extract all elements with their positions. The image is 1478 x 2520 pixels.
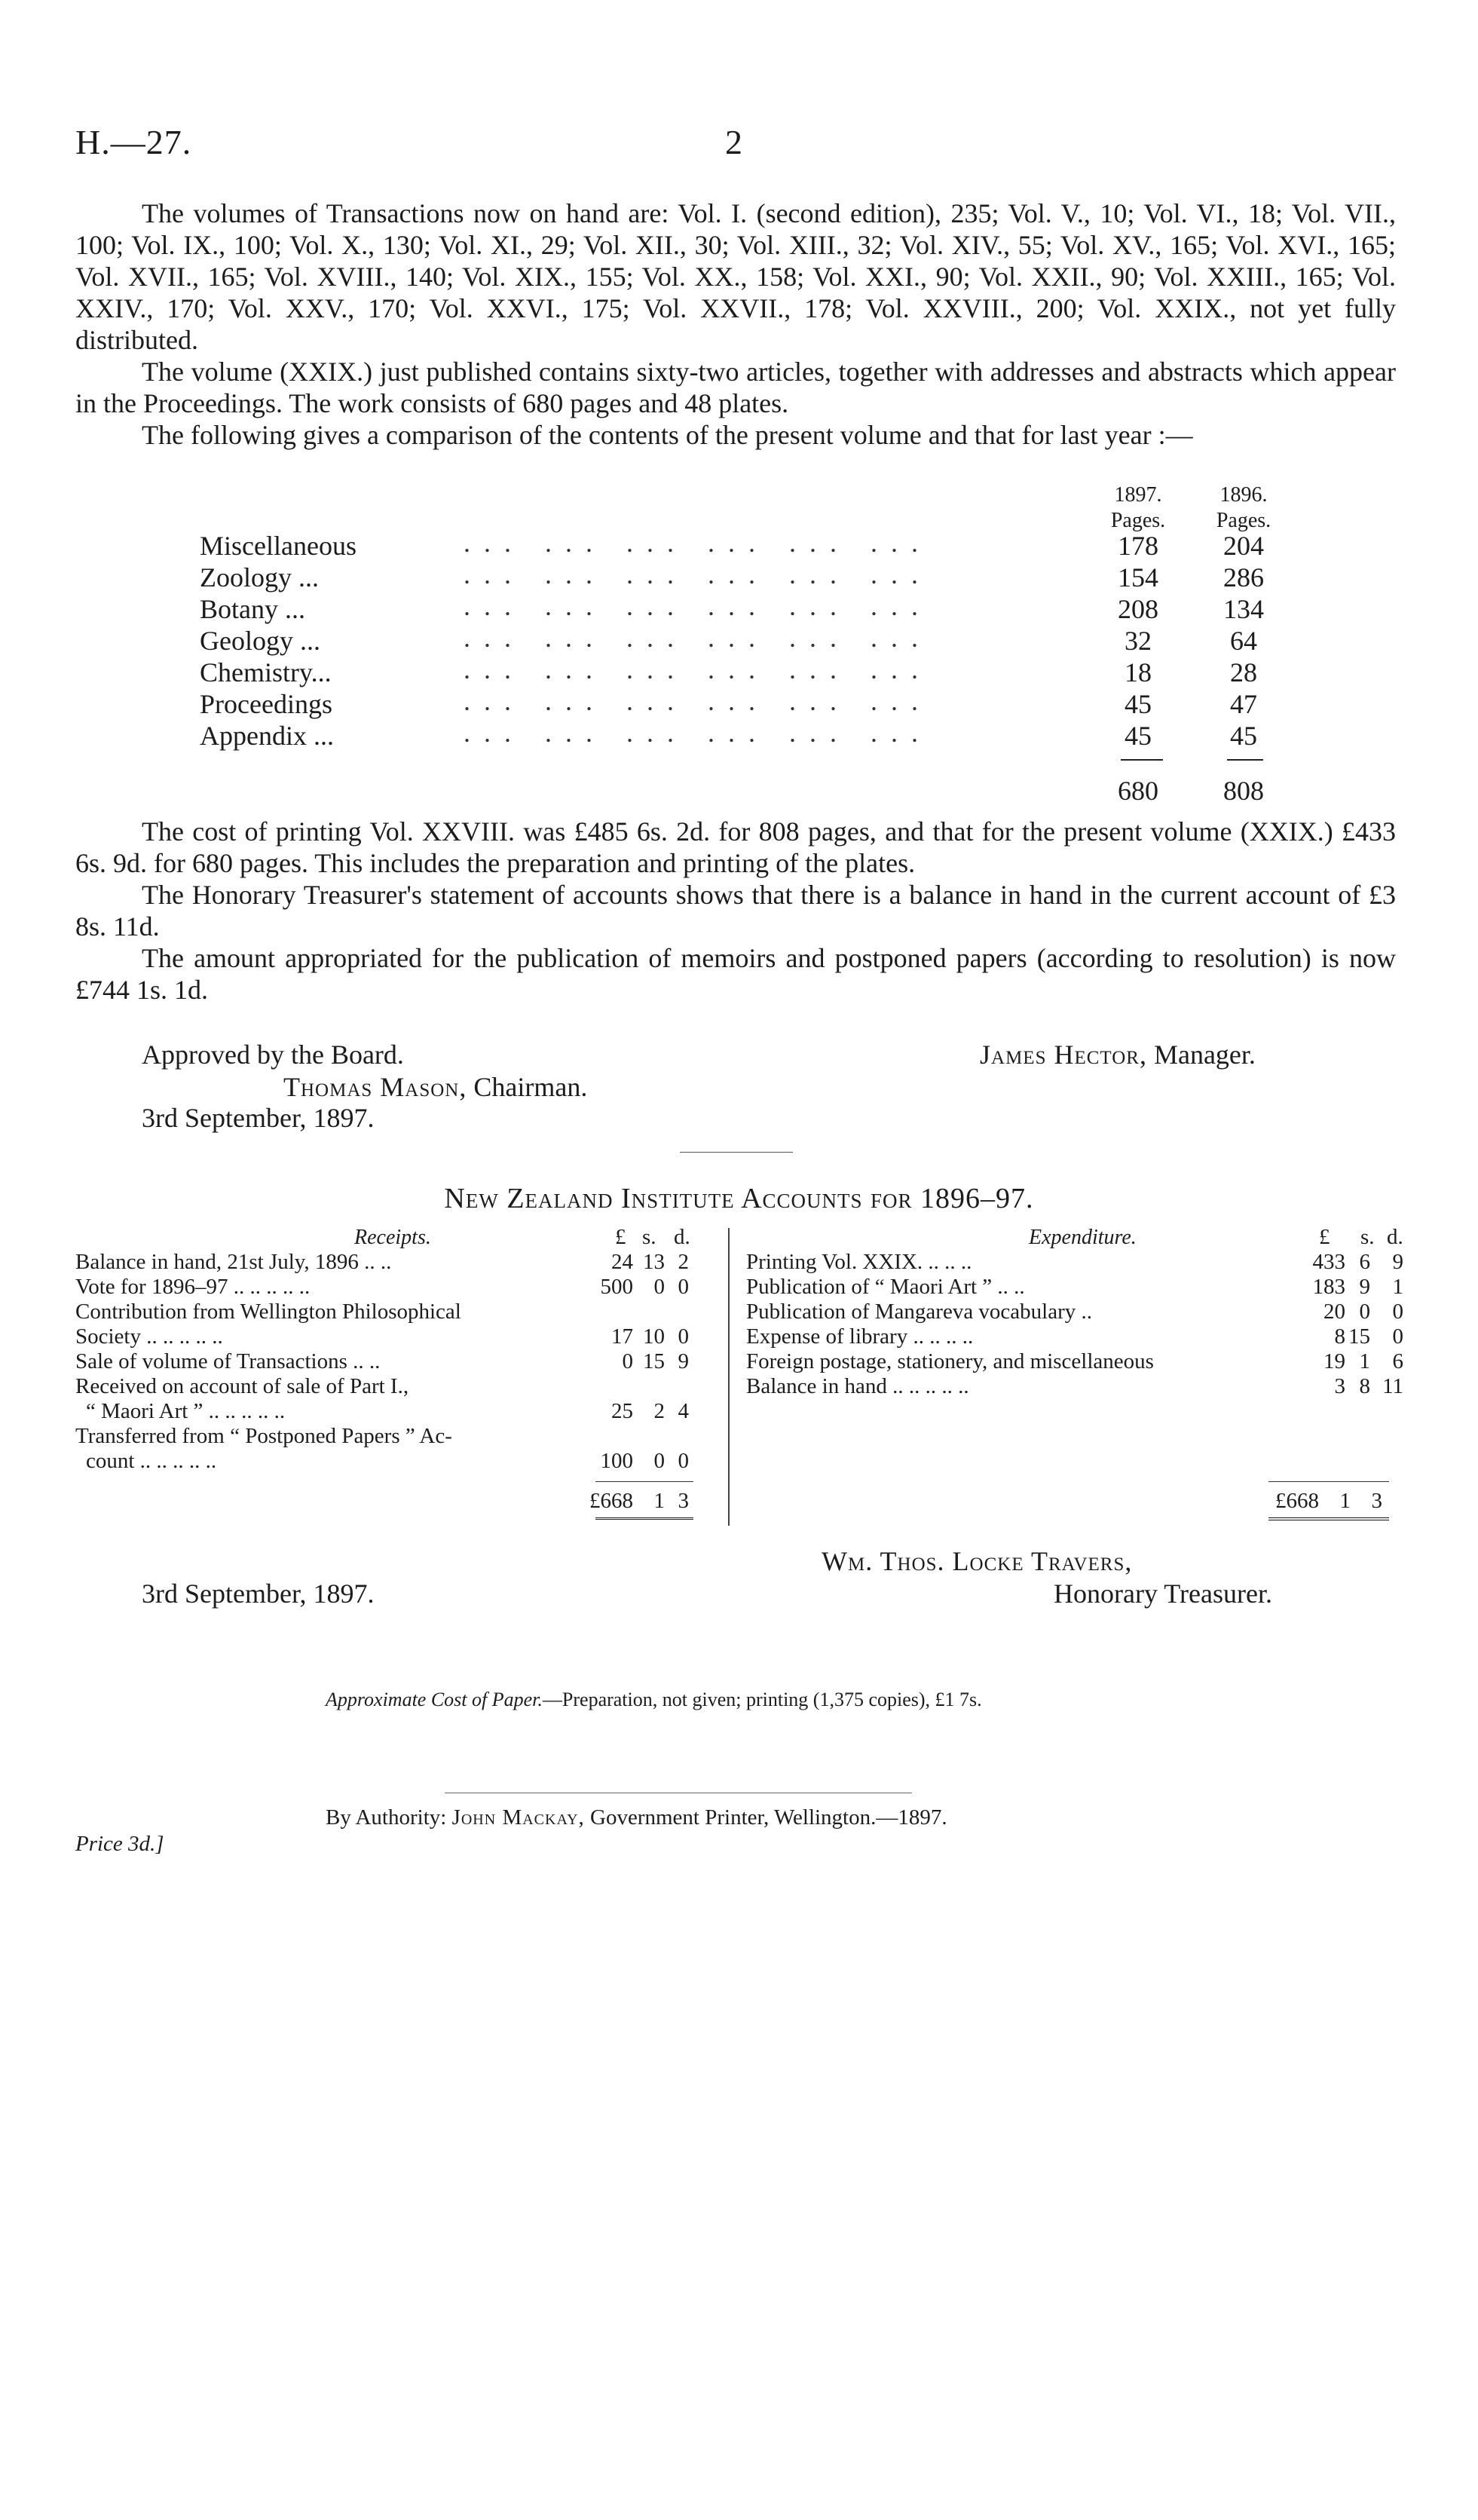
value-1896: 45 (1230, 721, 1257, 751)
treasurer-title: Honorary Treasurer. (1054, 1578, 1272, 1609)
row-label: Botany ... (200, 594, 305, 624)
paragraph-cost: The cost of printing Vol. XXVIII. was £485 6s. 2d. for 808 pages, and that for the present volume (XXIX.) £433 6s. 9d. for 680 pages. This includes the preparation and printing of the plates. (75, 816, 1396, 878)
value-1896: 47 (1230, 689, 1257, 719)
receipt-shillings: 0 (653, 1275, 665, 1299)
receipt-pounds: 0 (622, 1349, 633, 1373)
expenditure-sum-rule (1268, 1481, 1389, 1482)
expenditure-pence: 0 (1392, 1300, 1403, 1324)
receipt-shillings: 15 (643, 1349, 665, 1373)
receipt-pounds: 25 (611, 1399, 633, 1423)
approved-line: Approved by the Board. (142, 1040, 404, 1070)
receipts-sum-rule (595, 1481, 693, 1482)
column-header-1897: 1897. Pages. (1110, 483, 1166, 532)
receipt-shillings: 2 (653, 1399, 665, 1423)
expenditure-total-row (746, 1489, 1409, 1514)
accounts-date: 3rd September, 1897. (142, 1578, 375, 1609)
table-row (200, 720, 1293, 752)
paper-cost-text: —Preparation, not given; printing (1,375 copies), £1 7s. (542, 1689, 982, 1710)
total-1896: 808 (1223, 776, 1264, 806)
sum-rule-1897 (1121, 759, 1163, 761)
receipt-row (75, 1374, 724, 1424)
expenditure-pence: 6 (1392, 1349, 1403, 1373)
paper-cost-note (326, 1689, 982, 1711)
column-divider (728, 1228, 730, 1526)
table-row (200, 593, 1293, 625)
treasurer-name: Wm. Thos. Locke Travers, (822, 1546, 1133, 1576)
printer-details: Government Printer, Wellington.—1897. (590, 1805, 947, 1830)
receipt-pence: 0 (678, 1324, 689, 1349)
value-1896: 134 (1223, 594, 1264, 624)
receipt-description: Vote for 1896–97 .. .. .. .. .. (75, 1275, 311, 1299)
receipt-row (75, 1424, 724, 1474)
paper-cost-label: Approximate Cost of Paper. (326, 1689, 543, 1710)
expenditure-row (746, 1324, 1409, 1349)
value-1897: 45 (1125, 721, 1152, 751)
expenditure-col-pounds: £ (1319, 1225, 1330, 1249)
value-1897: 154 (1118, 562, 1158, 592)
receipt-description-cont: “ Maori Art ” .. .. .. .. .. (86, 1399, 286, 1423)
expenditure-shillings: 6 (1359, 1250, 1370, 1274)
expenditure-shillings: 1 (1359, 1349, 1370, 1373)
receipt-description-cont: count .. .. .. .. .. (86, 1449, 217, 1473)
expenditure-total-pence: 3 (1371, 1489, 1382, 1513)
receipts-heading: Receipts. (354, 1226, 431, 1249)
value-1896: 286 (1223, 562, 1264, 592)
value-1896: 28 (1230, 657, 1257, 687)
chairman-name: Thomas Mason, (283, 1072, 467, 1102)
expenditure-pounds: 19 (1323, 1349, 1345, 1373)
receipt-description: Contribution from Wellington Philosophical (75, 1300, 461, 1324)
expenditure-row (746, 1275, 1409, 1300)
receipt-pounds: 500 (600, 1275, 633, 1299)
receipt-shillings: 13 (643, 1250, 665, 1274)
expenditure-description: Foreign postage, stationery, and miscellaneous (746, 1349, 1154, 1373)
receipt-pounds: 100 (600, 1449, 633, 1473)
expenditure-shillings: 8 (1359, 1374, 1370, 1398)
report-date: 3rd September, 1897. (142, 1103, 375, 1133)
dot-leader: ... ... ... ... ... ... (464, 686, 932, 716)
expenditure-row (746, 1374, 1409, 1399)
expenditure-pence: 0 (1392, 1324, 1403, 1349)
expenditure-total-shillings: 1 (1339, 1489, 1351, 1513)
receipt-row (75, 1250, 724, 1275)
sum-rule-1896 (1227, 759, 1263, 761)
expenditure-description: Publication of Mangareva vocabulary .. (746, 1300, 1093, 1324)
manager-title: Manager. (1153, 1040, 1256, 1070)
value-1897: 208 (1118, 594, 1158, 624)
column-header-1896: 1896. Pages. (1216, 483, 1271, 532)
receipt-description: Received on account of sale of Part I., (75, 1374, 409, 1398)
expenditure-row (746, 1250, 1409, 1275)
receipts-total-pence: 3 (678, 1489, 689, 1513)
expenditure-row (746, 1300, 1409, 1324)
dot-leader: ... ... ... ... ... ... (464, 559, 932, 589)
expenditure-row (746, 1349, 1409, 1374)
expenditure-total-pounds: £668 (1275, 1489, 1319, 1513)
printer-name: John Mackay, (451, 1805, 585, 1830)
expenditure-description: Printing Vol. XXIX. .. .. .. (746, 1250, 972, 1274)
manager-name: James Hector, (980, 1040, 1147, 1070)
expenditure-col-pence: d. (1387, 1225, 1403, 1249)
value-1897: 18 (1125, 657, 1152, 687)
row-label: Proceedings (200, 689, 332, 719)
receipts-col-pounds: £ (615, 1225, 626, 1249)
page-number: 2 (725, 123, 742, 161)
receipt-pence: 2 (678, 1250, 689, 1274)
receipt-pence: 4 (678, 1399, 689, 1423)
receipt-description: Balance in hand, 21st July, 1896 .. .. (75, 1250, 392, 1274)
paragraph-volumes: The volumes of Transactions now on hand are: Vol. I. (second edition), 235; Vol. V., 10; Vol. VI., 18; Vol. VII., 100; Vol. IX., 100; Vol. X., 130; Vol. XI., 29; Vol. XII., 30; Vol. XIII., 32; Vol. XIV., 55; Vol. XV., 165; Vol. XVI., 165; Vol. XVII., 165; Vol. XVIII., 140; Vol. XIX., 155; Vol. XX., 158; Vol. XXI., 90; Vol. XXII., 90; Vol. XXIII., 165; Vol. XXIV., 170; Vol. XXV., 170; Vol. XXVI., 175; Vol. XXVII., 178; Vol. XXVIII., 200; Vol. XXIX., not yet fully distributed. (75, 198, 1396, 355)
expenditure-description: Balance in hand .. .. .. .. .. (746, 1374, 969, 1398)
table-row (200, 625, 1293, 657)
expenditure-shillings: 15 (1348, 1324, 1370, 1349)
dot-leader: ... ... ... ... ... ... (464, 718, 932, 748)
table-row (200, 654, 1293, 688)
receipt-pounds: 24 (611, 1250, 633, 1274)
expenditure-description: Publication of “ Maori Art ” .. .. (746, 1275, 1025, 1299)
dot-leader: ... ... ... ... ... ... (464, 591, 932, 621)
expenditure-total-underline (1268, 1517, 1389, 1520)
paragraph-balance: The Honorary Treasurer's statement of accounts shows that there is a balance in hand in the current account of £3 8s. 11d. (75, 880, 1396, 942)
table-row (200, 688, 1293, 720)
expenditure-pounds: 433 (1312, 1250, 1345, 1274)
row-label: Appendix ... (200, 721, 334, 751)
receipts-total-shillings: 1 (653, 1489, 665, 1513)
value-1897: 32 (1125, 626, 1152, 656)
authority-line (326, 1805, 947, 1830)
accounts-table (75, 1225, 1409, 1542)
table-row (200, 559, 1293, 593)
expenditure-pounds: 3 (1334, 1374, 1345, 1398)
chairman-line (283, 1071, 587, 1103)
expenditure-pence: 9 (1392, 1250, 1403, 1274)
paragraph-comparison-intro: The following gives a comparison of the contents of the present volume and that for last year :— (142, 420, 1193, 450)
expenditure-col-shillings: s. (1360, 1225, 1375, 1249)
receipt-row (75, 1349, 724, 1374)
receipt-description-cont: Society .. .. .. .. .. (75, 1324, 223, 1349)
receipt-pence: 0 (678, 1449, 689, 1473)
dot-leader: ... ... ... ... ... ... (464, 528, 932, 558)
expenditure-shillings: 0 (1359, 1300, 1370, 1324)
document-code: H.—27. (75, 123, 192, 161)
section-divider (680, 1152, 793, 1153)
receipt-row (75, 1300, 724, 1349)
value-1896: 64 (1230, 626, 1257, 656)
manager-line (980, 1039, 1256, 1070)
expenditure-description: Expense of library .. .. .. .. (746, 1324, 974, 1349)
receipt-description: Transferred from “ Postponed Papers ” Ac- (75, 1424, 452, 1448)
value-1897: 178 (1118, 531, 1158, 561)
accounts-title: New Zealand Institute Accounts for 1896–97. (444, 1183, 1034, 1214)
closing-paragraphs (75, 816, 1396, 1006)
receipt-shillings: 10 (643, 1324, 665, 1349)
row-label: Geology ... (200, 626, 320, 656)
receipts-total-underline (595, 1517, 693, 1520)
row-label: Zoology ... (200, 562, 319, 592)
row-label: Miscellaneous (200, 531, 356, 561)
authority-prefix: By Authority: (326, 1805, 447, 1830)
expenditure-shillings: 9 (1359, 1275, 1370, 1299)
receipts-total-pounds: £668 (589, 1489, 633, 1513)
receipt-pence: 0 (678, 1275, 689, 1299)
receipt-row (75, 1275, 724, 1300)
receipt-pence: 9 (678, 1349, 689, 1373)
receipt-description: Sale of volume of Transactions .. .. (75, 1349, 381, 1373)
paragraph-volume-xxix: The volume (XXIX.) just published contains sixty-two articles, together with addresses and abstracts which appear in the Proceedings. The work consists of 680 pages and 48 plates. (75, 357, 1396, 418)
receipt-shillings: 0 (653, 1449, 665, 1473)
receipts-col-shillings: s. (642, 1225, 656, 1249)
dot-leader: ... ... ... ... ... ... (464, 623, 932, 653)
expenditure-pence: 1 (1392, 1275, 1403, 1299)
intro-paragraphs (75, 197, 1396, 451)
row-label: Chemistry... (200, 657, 332, 687)
total-1897: 680 (1118, 776, 1158, 806)
expenditure-pounds: 8 (1334, 1324, 1345, 1349)
paragraph-appropriated: The amount appropriated for the publication of memoirs and postponed papers (according to resolution) is now £744 1s. 1d. (75, 943, 1396, 1005)
expenditure-pounds: 20 (1323, 1300, 1345, 1324)
expenditure-heading: Expenditure. (1029, 1226, 1137, 1249)
value-1897: 45 (1125, 689, 1152, 719)
dot-leader: ... ... ... ... ... ... (464, 654, 932, 684)
chairman-title: Chairman. (473, 1072, 588, 1102)
receipts-total-row (75, 1489, 724, 1514)
table-row (200, 530, 1293, 562)
expenditure-pence: 11 (1382, 1374, 1403, 1398)
expenditure-pounds: 183 (1312, 1275, 1345, 1299)
receipt-pounds: 17 (611, 1324, 633, 1349)
price: Price 3d.] (75, 1832, 164, 1856)
value-1896: 204 (1223, 531, 1264, 561)
receipts-col-pence: d. (674, 1225, 690, 1249)
